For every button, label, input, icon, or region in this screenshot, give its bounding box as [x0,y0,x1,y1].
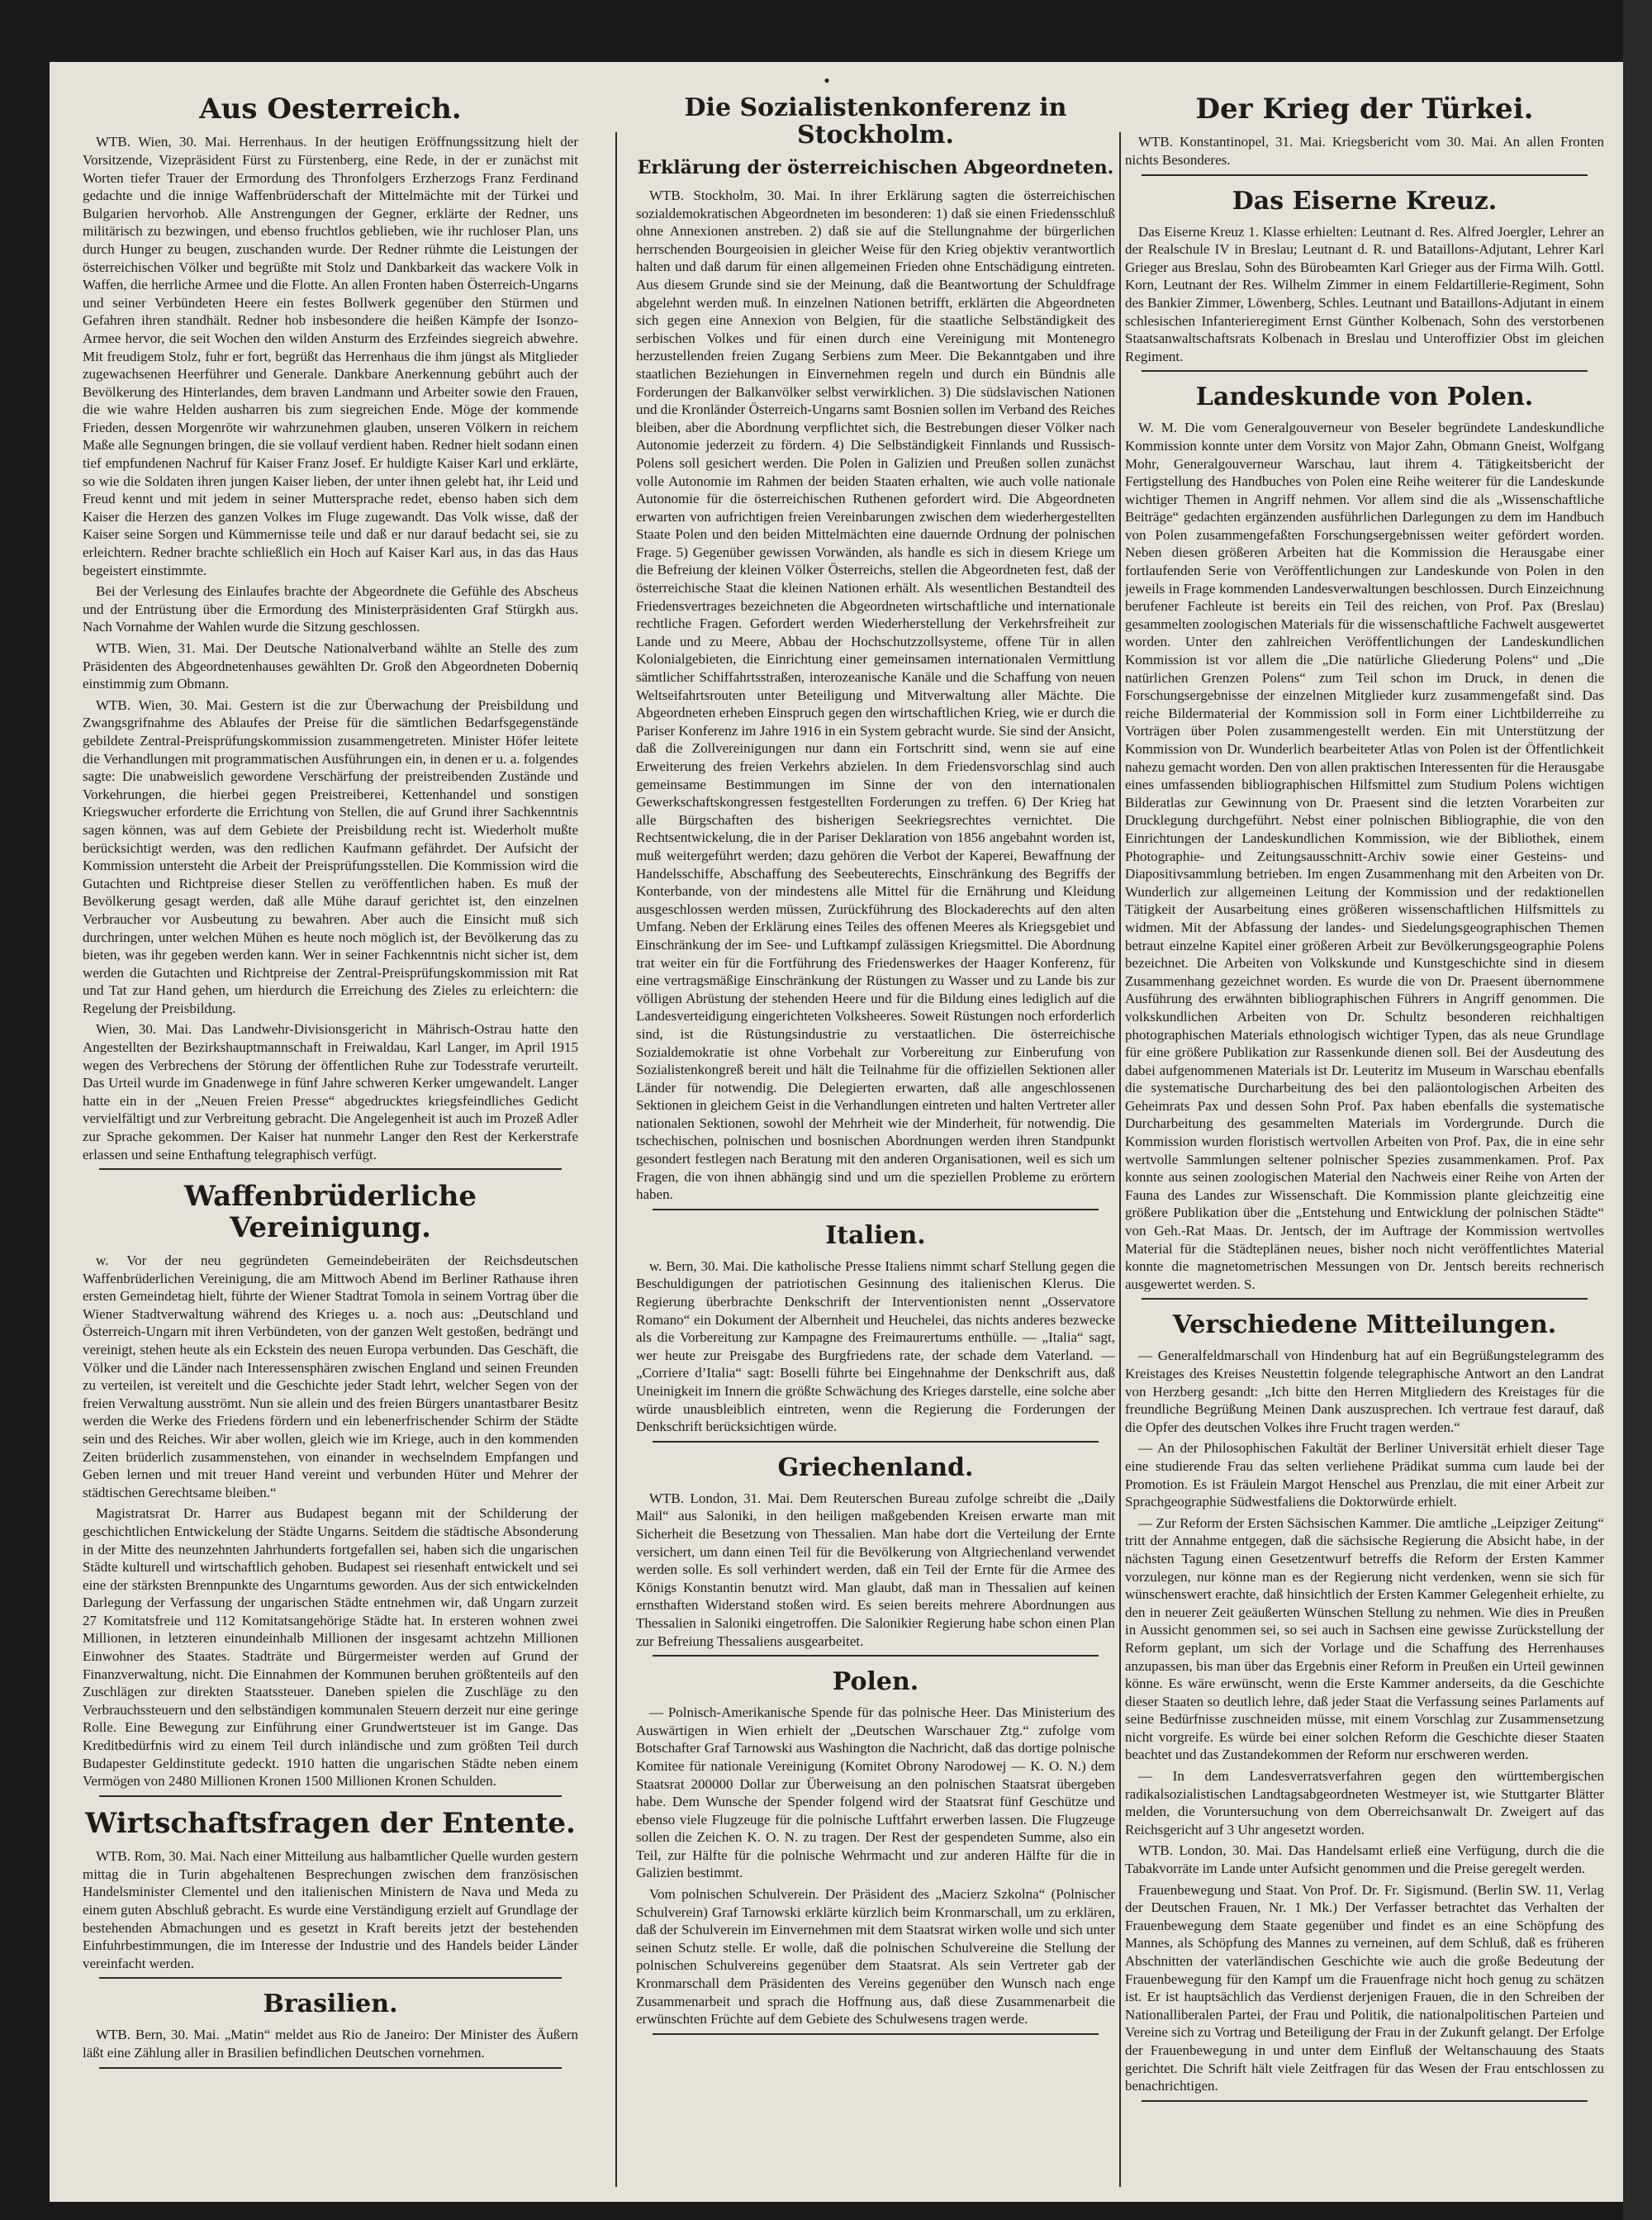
article-heading: Verschiedene Mitteilungen. [1172,1310,1557,1340]
article-divider [1142,1298,1588,1300]
article-paragraph: Frauenbewegung und Staat. Von Prof. Dr. Fr. Sigismund. (Berlin SW. 11, Verlag der Deutschen Frauen, Nr. 1 Mk.) Der Verfasser betrachtet das Verhalten der Frauenbewegung dem Staate gegenüber und findet es an eine Schöpfung des Mannes, als Schöpfung des Mannes zu verneinen, auf dem Schluß, daß es früheren Abschnitten der vaterländischen Geschichte wie auch die große Bedeutung der Frauenbewegung für den Kampf um die Frauenfrage nicht hoch genug zu schätzen ist. Er ist hauptsächlich das Verdienst derjenigen Frauen, die in den Schreiben der Nationalliberalen Partei, der Frau und Politik, die nationalpolitischen Parteien und Vereine sich zu Vortrag und Beteiligung der Frau in der Zukunft gelangt. Der Erfolge der Frauenbewegung in und unter dem Einfluß der Weltanschauung des Staats gerichtet. Die Schrift hält viele Zeitfragen für das Wesen der Frau entschlossen zu benachrichtigen. [1125,1881,1604,2094]
article-paragraph: — Polnisch-Amerikanische Spende für das polnische Heer. Das Ministerium des Auswärtigen in Wien erhielt der „Deutschen Warschauer Ztg.“ zufolge vom Botschafter Graf Tarnowski aus Washington die Nachricht, daß das dortige polnische Komitee für nationale Vereinigung (Komitet Obrony Narodowej — K. O. N.) dem Staatsrat 200000 Dollar zur Überweisung an den polnischen Staatsrat übergeben habe. Dem Wunsche der Spender folgend wird der Staatsrat fünf Geschütze und ebenso viele Flugzeuge für die polnische Luftfahrt erwerben lassen. Die Flugzeuge sollen die Zeichen K. O. N. zu tragen. Der Rest der gespendeten Summe, also ein Teil, zur Hälfte für die polnische Wehrmacht und zur anderen Hälfte für die in Galizien bestimmt. [636,1704,1115,1881]
page-ornament: • [822,73,832,90]
article-heading: Aus Oesterreich. [199,93,462,126]
article-paragraph: Wien, 30. Mai. Das Landwehr-Divisionsgericht in Mährisch-Ostrau hatte den Angestellten der Bezirkshauptmannschaft in Freiwaldau, Karl Langer, im April 1915 wegen des Verbrechens der Störung der öffentlichen Ruhe zur Todesstrafe verurteilt. Das Urteil wurde im Gnadenwege in fünf Jahre schweren Kerker umgewandelt. Langer hatte ein in der „Neuen Freien Presse“ abgedrucktes kriegsfeindliches Gedicht vervielfältigt und zur Verbreitung gebracht. Die Angelegenheit ist auch im Prozeß Adler zur Sprache gekommen. Der Kaiser hat nunmehr Langer den Rest der Kerkerstrafe erlassen und seine Enthaftung telegraphisch verfügt. [83,1021,578,1162]
article-divider [653,2033,1099,2035]
article [636,94,1115,1210]
article-divider [1142,174,1588,176]
column-2 [636,83,1115,2187]
article-paragraph: — Generalfeldmarschall von Hindenburg hat auf ein Begrüßungstelegramm des Kreistages des Kreises Neustettin folgende telegraphische Antwort an den Landrat von Herzberg gesandt: „Ich bitte den Herren Mitgliedern des Kreistages für die freundliche Begrüßung Meinen Dank auszusprechen. Ich vertraue fest darauf, daß die Opfer des deutschen Volkes ihre Frucht tragen werden.“ [1125,1348,1604,1435]
article-divider [653,1209,1099,1210]
column-1 [83,83,578,2187]
article-divider [1142,370,1588,372]
article-paragraph: — In dem Landesverratsverfahren gegen den württembergischen radikalsozialistischen Landtagsabgeordneten Westmeyer ist, wie Stuttgarter Blätter melden, die Voruntersuchung von dem Oberreichsanwalt Dr. Zweigert auf das Reichsgericht auf 3 Uhr angesetzt worden. [1125,1768,1604,1837]
article [636,1668,1115,2035]
article-heading: Griechenland. [777,1452,974,1482]
article-paragraph: WTB. Konstantinopel, 31. Mai. Kriegsbericht vom 30. Mai. An allen Fronten nichts Besonderes. [1125,134,1604,168]
article-paragraph: Magistratsrat Dr. Harrer aus Budapest begann mit der Schilderung der geschichtlichen Entwickelung der Städte Ungarns. Seitdem die städtische Absonderung in der Mitte des neunzehnten Jahrhunderts fortgefallen sei, haben sich die ungarischen Städte kulturell und wirtschaftlich gehoben. Budapest sei riesenhaft entwickelt und sei eine der stärksten Brennpunkte des Ungarntums geworden. Aus der sich entwickelnden Darlegung der Verfassung der ungarischen Städte entnehmen wir, daß Ungarn zurzeit 27 Komitatsfreie und 112 Komitatsangehörige Städte hat. In ersteren wohnen zwei Millionen, in letzteren einundeinhalb Millionen der insgesamt achtzehn Millionen Einwohner des Staates. Stadträte und Bürgermeister werden auf Grund der Finanzverwaltung, nicht. Die Einnahmen der Kommunen beruhen größtenteils auf den Zuschlägen zur direkten Staatssteuer. Daneben spielen die Zuschläge zu den Verbrauchssteuern und den selbständigen kommunalen Steuern derzeit nur eine geringe Rolle. Eine Bewegung zur Einführung einer Grundwertsteuer ist im Gange. Das Kreditbedürfnis wird zu einem Teil durch inländische und zum größten Teil durch Budapester Geldinstitute gedeckt. 1910 hatten die ungarischen Städte neben einem Vermögen von 2480 Millionen Kronen 1500 Millionen Kronen Schulden. [83,1505,578,1790]
article-divider [653,1441,1099,1443]
article [1125,94,1604,176]
article-paragraph: w. Vor der neu gegründeten Gemeindebeiräten der Reichsdeutschen Waffenbrüderlichen Vereinigung, die am Mittwoch Abend im Berliner Rathause ihren ersten Gemeindetag hielt, führte der Wiener Stadtrat Tomola in seinem Vortrag über die Wiener Stadtverwaltung während des Krieges u. a. noch aus: „Deutschland und Österreich-Ungarn mit ihren Verbündeten, von der ganzen Welt gestoßen, bedrängt und vereinigt, stehen heute als ein Eckstein des neuen Europa verbunden. Das Geschäft, die Völker und die Länder nach Interessensphären zwischen England und seinen Freunden zu verteilen, ist vereitelt und die Geschichte jeder Stadt lehrt, welcher Segen von der freien Verwaltung ausströmt. Nun sie allein und des freien Bürgers unantastbarer Besitz werden die Werke des Friedens fördern und ein lebenerfrischender Schirm der Städte sein und des Reiches. Wir aber wollen, gleich wie im Kriege, auch in den kommenden Zeiten brüderlich zusammenstehen, von einander in wechselndem Empfangen und Geben lernen und mit treuer Hand vereint und verbunden Hüter und Mehrer der städtischen Gerechtsame bleiben.“ [83,1253,578,1500]
article-paragraph: WTB. Bern, 30. Mai. „Matin“ meldet aus Rio de Janeiro: Der Minister des Äußern läßt eine Zählung aller in Brasilien befindlichen Deutschen vornehmen. [83,2027,578,2061]
article-subheading: Erklärung der österreichischen Abgeordneten. [637,157,1114,178]
article-heading: Das Eiserne Kreuz. [1232,186,1498,216]
article-paragraph: — An der Philosophischen Fakultät der Berliner Universität erhielt dieser Tage eine studierende Frau das selten verliehene Prädikat summa cum laude bei der Promotion. Es ist Fräulein Margot Henschel aus Prenzlau, die mit einer Arbeit zur Sprachgeographie Südwestfaliens die Doktorwürde erhielt. [1125,1440,1604,1510]
article-heading: Polen. [832,1667,919,1697]
column-rule [1119,132,1121,2187]
article-heading: Landeskunde von Polen. [1195,383,1534,412]
column-rule [615,132,617,2187]
article-heading: Italien. [825,1220,926,1250]
article [83,1990,578,2068]
article-paragraph: WTB. Wien, 30. Mai. Herrenhaus. In der heutigen Eröffnungssitzung hielt der Vorsitzende, Vizepräsident Fürst zu Fürstenberg, eine Rede, in der er zunächst mit Worten tiefer Trauer der Ermordung des Thronfolgers Erzherzogs Franz Ferdinand gedachte und die innige Waffenbrüderschaft der Mittelmächte mit der Türkei und Bulgarien hervorhob. Alle Anstrengungen der Gegner, erklärte der Redner, uns militärisch zu bezwingen, und ebenso fruchtlos geblieben, wie ihr ruchloser Plan, uns durch Hunger zu beugen, zuschanden wurde. Der Redner rühmte die Leistungen der österreichischen Völker und begrüßte mit Stolz und Dankbarkeit das wackere Volk in Waffen, die herrliche Armee und die Flotte. An allen Fronten haben Österreich-Ungarns und seiner Verbündeten Heere ein festes Bollwerk gegenüber den Stürmen und Gefahren ihren standhält. Redner hob insbesondere die heißen Kämpfe der Isonzo-Armee hervor, die seit Wochen den wilden Ansturm des Erzfeindes siegreich abwehre. Mit freudigem Stolz, fuhr er fort, begrüßt das Herrenhaus die ihm jüngst als Mitglieder zugewachsenen Heerführer und Generale. Dankbare Anerkennung gebührt auch der Bevölkerung des Hinterlandes, dem braven Landmann und Arbeiter sowie den Frauen, die wie wahre Helden ausharren bis zum siegreichen Ende. Möge der kommende Frieden, dessen Morgenröte wir wahrzunehmen glauben, unseren Völkern in reichem Maße alle Segnungen bringen, die sie vollauf verdient haben. Redner hielt sodann einen tief empfundenen Nachruf für Kaiser Franz Josef. Er huldigte Kaiser Karl und erklärte, so wie die Soldaten ihren jungen Kaiser lieben, der unter ihnen gelebt hat, ihr Leid und Freud kennt und mit jedem in seiner Muttersprache redet, ebenso haben sich dem Kaiser die Herzen des ganzen Volkes im Fluge zugewandt. Das Volk wisse, daß der Kaiser seine Sorgen und Kümmernisse teile und daß er nur darauf bedacht sei, sie zu erleichtern. Redner brachte schließlich ein Hoch auf Kaiser Karl aus, in das das Haus begeistert einstimmte. [83,134,578,578]
scanner-edge [1623,0,1652,2220]
article [1125,383,1604,1300]
article [83,94,578,1170]
article-paragraph: WTB. London, 31. Mai. Dem Reuterschen Bureau zufolge schreibt die „Daily Mail“ aus Saloniki, in den heiligen maßgebenden Kreisen erwarte man mit Sicherheit die Besetzung von Thessalien. Man habe dort die Verteilung der Ernte versichert, um dann einen Teil für die Bevölkerung von Altgriechenland verwendet werden solle. Es soll verhindert werden, daß ein Teil der Ernte für die Armee des Königs Konstantin benutzt wird. Man glaubt, daß man in Thessalien auf keinen ernsthaften Widerstand stoßen wird. Es seien bereits mehrere Abordnungen aus Thessalien in Saloniki eingetroffen. Die Salonikier Regierung habe schon einen Plan zur Befreiung Thessaliens ausgearbeitet. [636,1490,1115,1649]
article-heading: Der Krieg der Türkei. [1195,93,1534,126]
article-heading: Die Sozialistenkonferenz in Stockholm. [684,93,1067,150]
article-paragraph: WTB. London, 30. Mai. Das Handelsamt erließ eine Verfügung, durch die die Tabakvorräte im Lande unter Aufsicht genommen und die Preise geregelt werden. [1125,1842,1604,1877]
article-divider [1142,2100,1588,2102]
article-paragraph: WTB. Wien, 30. Mai. Gestern ist die zur Überwachung der Preisbildung und Zwangsgrifnahme des Ablaufes der Preise für die sämtlichen Bedarfsgegenstände gebildete Zentral-Preisprüfungskommission zusammengetreten. Minister Höfer leitete die Verhandlungen mit programmatischen Ausführungen ein, in denen er u. a. folgendes sagte: Die unabweislich gewordene Verschärfung der preistreibenden Zustände und Vorkehrungen, die hierbei gegen Preistreiberei, Kettenhandel und sonstigen Kriegswucher erforderte die Errichtung von Stellen, die auf Grund ihrer Sachkenntnis sagen können, was auf dem Gebiete der Preisbildung recht ist. Wiederholt mußte berücksichtigt werden, was den redlichen Kaufmann gefährdet. Der Aufsicht der Kommission untersteht die Arbeit der Preisprüfungsstellen. Die Kommission wird die Gutachten und Richtpreise dieser Stellen zu veröffentlichen haben. Es muß der Bevölkerung gesagt werden, daß alle Mühe darauf gerichtet ist, den einzelnen Verbraucher vor Ausbeutung zu bewahren. Aber auch die Einsicht muß sich durchringen, unter welchen Mühen es heute noch möglich ist, der Bevölkerung das zu bieten, was ihr gegeben werden kann. Wer in seiner Fachkenntnis nicht sicher ist, dem werden die Gutachten und Richtpreise der Zentral-Preisprüfungskommission mit Rat und Tat zur Hand gehen, um hierdurch die Erreichung des Zieles zu erleichtern: die Regelung der Preisbildung. [83,696,578,1016]
article-paragraph: WTB. Wien, 31. Mai. Der Deutsche Nationalverband wählte an Stelle des zum Präsidenten des Abgeordnetenhauses gewählten Dr. Groß den Abgeordneten Doberniq einstimmig zum Obmann. [83,640,578,692]
article-divider [99,2067,562,2069]
article-paragraph: W. M. Die vom Generalgouverneur von Beseler begründete Landeskundliche Kommission konnte unter dem Vorsitz von Major Zahn, Obmann Gneist, Wolfgang Mohr, Generalgouverneur Warschau, laut ihrem 4. Tätigkeitsbericht der Fertigstellung des Handbuches von Polen eine Reihe weiterer für die Landeskunde wichtiger Themen in Angriff nehmen. Vor allem sind die als „Wissenschaftliche Beiträge“ gedachten ergänzenden ausführlichen Darlegungen zu dem im Handbuch von Polen zusammengefaßten Forschungsergebnissen weiter gefördert worden. Neben diesen größeren Arbeiten hat die Kommission die Herausgabe einer fortlaufenden Serie von Veröffentlichungen zur Landeskunde von Polen in den jeweils in Frage kommenden Landesverwaltungen beschlossen. Durch Einzeichnung berufener Fachleute ist bereits ein Teil des reichen, von Prof. Pax (Breslau) gesammelten zoologischen Materials für die wissenschaftliche Fachwelt ausgewertet worden. Unter den zahlreichen Veröffentlichungen der Landeskundlichen Kommission ist vor allem die „Die natürliche Gliederung Polens“ und „Die natürlichen Grenzen Polens“ zum Teil schon im Druck, in denen die Forschungsergebnisse der einzelnen Mitglieder kurz zusammengefaßt sind. Das reiche Bildermaterial der Kommission soll in Form einer Lichtbilderreihe zu Vorträgen über Polen zusammengestellt werden. Ein mit Unterstützung der Kommission von Dr. Wunderlich bearbeiteter Atlas von Polen ist der Öffentlichkeit nahezu gemacht worden. Den von allen praktischen Interessenten für die Herausgabe eines umfassenden bibliographischen Hilfsmittel zum Studium Polens wichtigen Bilderatlas zur Gewinnung von Dr. Praesent sind die letzten Vorarbeiten zur Drucklegung durchgeführt. Nebst einer polnischen Bibliographie, die von den Einrichtungen der Landeskundlichen Kommission, wie der Bibliothek, einem Photographie- und Zeitungsausschnitt-Archiv sowie einer Gesteins- und Diapositivsammlung betrieben. Im engen Zusammenhang mit den Arbeiten von Dr. Wunderlich zur allgemeinen Leitung der Kommission und der redaktionellen Tätigkeit der Ausarbeitung eines größeren wissenschaftlichen Hilfsmittels zu widmen. Mit der Abfassung der landes- und Siedelungsgeographischen Themen betraut einzelne Kapitel einer größeren Arbeit zur Bevölkerungsgeographie Polens bezeichnet. Die Arbeiten von Volkskunde und Kunstgeschichte sind in diesem Zusammenhang gezeichnet worden. Es wurde die von Dr. Praesent übernommene Ausführung des erwähnten bibliographischen Führers in Angriff genommen. Die volkskundlichen Arbeiten von Dr. Schultz besonderen reichhaltigen photographischen Materials ethnologisch wichtiger Typen, das als neue Grundlage für eine größere Publikation zur Rassenkunde dienen soll. Bei der Ausdeutung des dabei aufgenommenen Materials ist Dr. Leuteritz im Museum in Warschau ebenfalls die systematische Durcharbeitung des bei den paläontologischen Arbeiten des Geheimrats Pax und dessen Sohn Prof. Pax haben ebenfalls die systematische Durcharbeitung des gesammelten Materials im Vordergrunde. Durch die Kommission wurden floristisch wertvollen Arbeiten von Prof. Pax, die in eine sehr wertvolle Sammlungen seltener polnischer Spezies zusammenkamen. Prof. Pax konnte aus seinen zoologischen Material den Nachweis einer Reihe von Arten der Fauna des Landes zur Wissenschaft. Die Kommission plante gleichzeitig eine größere Publikation über die „Entstehung und Entwicklung der polnischen Städte“ von Geh.-Rat Maas. Dr. Jentsch, der im Auftrage der Kommission wertvolles Material für die Städteplänen neues, bisher noch nicht veröffentlichtes Material konnte die magnetometrischen Messungen von Dr. Jentsch bereits rechnerisch ausgewertet werden. S. [1125,420,1604,1292]
article-paragraph: Bei der Verlesung des Einlaufes brachte der Abgeordnete die Gefühle des Abscheus und der Entrüstung über die Ermordung des Ministerpräsidenten Graf Stürgkh aus. Nach Vornahme der Wahlen wurde die Sitzung geschlossen. [83,583,578,635]
article-divider [99,1795,562,1797]
article [1125,188,1604,373]
article-divider [99,1168,562,1170]
article [83,1181,578,1797]
column-3 [1125,83,1604,2187]
article-paragraph: WTB. Rom, 30. Mai. Nach einer Mitteilung aus halbamtlicher Quelle wurden gestern mittag die in Turin abgehaltenen Besprechungen zwischen dem französischen Handelsminister Clementel und den italienischen Ministern de Nava und Meda zu einem guten Abschluß gebracht. Es wurde eine Verständigung erzielt auf Grundlage der bestehenden Abmachungen und es gesetzt in Kraft bereits jetzt der bestehenden Einfuhrbestimmungen, die im Interesse der Industrie und des Handels beider Länder vereinfacht werden. [83,1848,578,1971]
article-heading: Wirtschaftsfragen der Entente. [85,1806,576,1840]
article [1125,1311,1604,2101]
article [83,1806,578,1980]
article-paragraph: WTB. Stockholm, 30. Mai. In ihrer Erklärung sagten die österreichischen sozialdemokratischen Abgeordneten im besonderen: 1) daß sie einen Friedensschluß ohne Annexionen anstreben. 2) daß sie auf die Stellungnahme der bürgerlichen herrschenden Bourgeoisien in gleicher Weise für den Krieg objektiv verantwortlich halten und daß darum für einen allgemeinen Frieden ohne Entschädigung eintreten. Aus diesem Grunde sind sie der Meinung, daß die Beantwortung der Schuldfrage abgelehnt werden muß. In einzelnen Nationen betrifft, erklärten die Abgeordneten sich gegen eine Annexion von Belgien, für die staatliche Selbständigkeit des serbischen Volkes und für einen durch eine Vereinigung mit Montenegro herzustellenden freien Zugang Serbiens zum Meer. Die Bekanntgaben und ihre staatlichen Beziehungen in Einvernehmen regeln und durch ein Bündnis alle Forderungen der Balkanvölker selbst verwirklichen. 3) Die südslavischen Nationen und die Kronländer Österreich-Ungarns samt Bosnien sollen im Verband des Reiches bleiben, aber die Abordnung verpflichtet sich, die Bestrebungen dieser Völker nach Autonomie jederzeit zu fördern. 4) Die Selbständigkeit Finnlands und Russisch-Polens soll gesichert werden. Die Polen in Galizien und Preußen sollen zunächst volle Autonomie im Rahmen der beiden Staaten erhalten, wie auch volle nationale Autonomie für die österreichischen Ruthenen gefordert wird. Die Abgeordneten erwarten von aufrichtigen freien Vereinbarungen zwischen dem wiederhergestellten Staate Polen und den beiden Mittelmächten eine dauernde Ordnung der polnischen Frage. 5) Gegenüber gewissen Vorwänden, als handle es sich in diesem Kriege um die Befreiung der kleinen Völker Österreichs, stellen die Abgeordneten fest, daß der österreichische Staat die kleinen Nationen erhält. Als wesentlichen Bestandteil des Friedensvertrages bezeichneten die Abgeordneten wirtschaftliche und internationale rechtliche Fragen. Gefordert werden Wiederherstellung der Verkehrsfreiheit zur Lande und zu Meere, Abbau der Hochschutzzollsysteme, offene Tür in allen Kolonialgebieten, die Einrichtung einer gemeinsamen internationalen Vermittlung sämtlicher Schiffahrtsstraßen, interozeanische Kanäle und die Schaffung von neuen Weltseifahrtsrouten unter Beteiligung und Mitverwaltung aller Mächte. Die Abgeordneten erheben Einspruch gegen den wirtschaftlichen Krieg, wie er durch die Pariser Konferenz im Jahre 1916 in ein System gebracht wurde. Sie sind der Ansicht, daß die Zollvereinigungen nur dann ein Fortschritt sind, wenn sie auf eine Erweiterung des freien Verkehrs abzielen. In dem Friedensvorschlag sind auch gemeinsame Bestimmungen im Sinne der von den internationalen Gewerkschaftskongressen festgestellten Forderungen zu treffen. 6) Der Krieg hat alle Bürgschaften des bisherigen Seekriegsrechtes vernichtet. Die Rechtsentwickelung, die in der Pariser Deklaration von 1856 angebahnt worden ist, muß weitergeführt werden; dazu gehören die Verbot der Kaperei, Bewaffnung der Handelsschiffe, Abschaffung des Seebeuterechts, Einschränkung des Begriffs der Konterbande, von der mindestens alle Mittel für die Ernährung und Kleidung ausgeschlossen werden müssen, Zurückführung des Blockaderechts auf den alten Umfang. Neben der Erklärung eines Teiles des offenen Meeres als Kriegsgebiet und Einschränkung der im See- und Luftkampf zulässigen Kriegsmittel. Die Abordnung trat weiter ein für die Fortführung des Friedenswerkes der Haager Konferenz, für eine vertragsmäßige Einschränkung der Rüstungen zu Wasser und zu Lande bis zur völligen Abrüstung der stehenden Heere und für die Bildung eines lediglich auf die Landesverteidigung eingerichteten Volksheeres. Soweit Rüstungen noch erforderlich sind, ist die Rüstungsindustrie zu verstaatlichen. Die österreichische Sozialdemokratie ist ohne Vorbehalt zur Vorbereitung zur Einberufung von Sozialistenkongreß bereit und hält die Teilnahme für die offiziellen Sektionen aller Länder für notwendig. Die Delegierten erwarten, daß alle angeschlossenen Sektionen in gleichem Geist in die Verhandlungen eintreten und halten Vertreter aller nationalen Sektionen, sowohl der Mehrheit wie der Minderheit, für notwendig. Die tschechischen, polnischen und bosnischen Abordnungen werden ihren Standpunkt gesondert festlegen nach Beratung mit den anderen Organisationen, weil es sich um Fragen, die von ihnen abhängig sind und um die speziellen Probleme zu erörtern haben. [636,188,1115,1203]
article-paragraph: Das Eiserne Kreuz 1. Klasse erhielten: Leutnant d. Res. Alfred Joergler, Lehrer an der Realschule IV in Breslau; Leutnant d. R. und Bataillons-Adjutant, Lehrer Karl Grieger aus Breslau, Sohn des Bürobeamten Karl Grieger aus der Firma Wilh. Gottl. Korn, Leutnant der Res. Wilhelm Zimmer in einem Feldartillerie-Regiment, Sohn des Bankier Zimmer, Löwenberg, Schles. Leutnant und Bataillons-Adjutant in einem schlesischen Infanterieregiment Ernst Günther Kolbenach, Sohn des verstorbenen Staatsanwaltschaftsrats Kolbenach in Breslau und Unteroffizier Obst im gleichen Regiment. [1125,223,1604,364]
article-heading: Brasilien. [263,1989,398,2019]
article-paragraph: Vom polnischen Schulverein. Der Präsident des „Macierz Szkolna“ (Polnischer Schulverein) Graf Tarnowski erklärte kürzlich beim Kronmarschall, um zu erklären, daß der Schulverein im Einvernehmen mit dem Staatsrat wirken wolle und sich unter seinen Schutz stelle. Er wolle, daß die polnischen Schulvereine die Stellung der polnischen Schulvereins gegenüber dem Staatsrat. Als sein Vertreter gab der Kronmarschall dem Präsidenten des Vereins gegenüber den Wunsch nach enge Zusammenarbeit und sprach die Hoffnung aus, daß diese Zusammenarbeit die erwünschten Früchte auf dem Gebiete des Schulwesens tragen werde. [636,1886,1115,2027]
article-divider [99,1977,562,1979]
article [636,1454,1115,1657]
article-heading: Waffenbrüderliche Vereinigung. [183,1180,477,1244]
article [636,1222,1115,1443]
article-divider [653,1655,1099,1657]
article-paragraph: — Zur Reform der Ersten Sächsischen Kammer. Die amtliche „Leipziger Zeitung“ tritt der Annahme entgegen, daß die sächsische Regierung die Absicht habe, in der nächsten Tagung einen Gesetzentwurf betreffs die Reform der Ersten Kammer vorzulegen, nur könne man es der Regierung nicht verdenken, wenn sie sich für wünschenswert erachte, daß hinsichtlich der Ersten Kammer Gelegenheit erhielte, zu den in neuerer Zeit geäußerten Wünschen Stellung zu nehmen. Wie dies in Preußen in Aussicht genommen sei, so sei auch in Sachsen eine gewisse Zurückstellung der Reform geplant, um sich der Vorlage und die Schaffung des Herrenhauses anzupassen, bis man über das Ergebnis einer Reform in Preußen ein Urteil gewinnen könne. Es wäre erwünscht, wenn die Erste Kammer anderseits, da die Geschichte dieser Staaten so deutlich lehre, daß jeder Staat die Verfassung seines Parlaments auf seine Bedürfnisse zuschneiden müsse, mit einem Vorschlag zur Zusammensetzung nicht vorgreife. Es würde bei einer solchen Reform die Geschichte dieser Staaten beachtet und das Zustandekommen der Reform nur erschweren werden. [1125,1514,1604,1763]
article-paragraph: w. Bern, 30. Mai. Die katholische Presse Italiens nimmt scharf Stellung gegen die Beschuldigungen der patriotischen Gesinnung des italienischen Klerus. Die Regierung überbrachte Denkschrift der Interventionisten nennt „Osservatore Romano“ ein Dokument der Albernheit und Heuchelei, das nichts anderes bezwecke als die Vorbereitung zur Kampagne des Freimaurertums enthülle. — „Italia“ sagt, wer heute zur Preisgabe des Burgfriedens rate, der schade dem Vaterland. — „Corriere d’Italia“ sagt: Boselli führte bei Eingehnahme der Denkschrift aus, daß Uneinigkeit im Innern die größte Schwächung des Krieges darstelle, eine solche aber würde unausbleiblich eintreten, wenn die Regierung die Forderungen der Denkschrift berücksichtigen würde. [636,1257,1115,1435]
